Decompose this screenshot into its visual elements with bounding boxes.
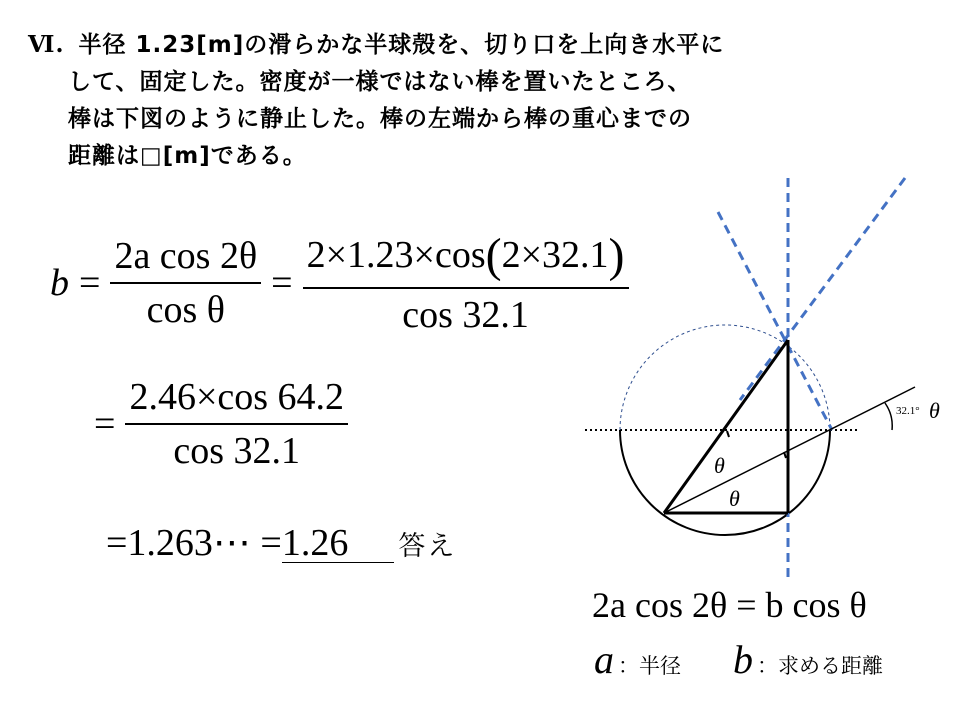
angle-arc-rim [885,403,892,430]
balance-formula: 2a cos 2θ = b cos θ [592,585,867,625]
fraction-substituted-numerator: 2×1.23×cos(2×32.1) [303,228,629,289]
equals-sign: = [94,403,116,445]
legend-text-a: ：半径 [618,654,681,678]
problem-number: Ⅵ. [28,31,65,58]
tick-mark [727,431,729,437]
result-value: =1.263⋯ = [106,522,282,564]
circle-upper-dashed [620,325,830,430]
theta-label-lower: θ [729,486,740,511]
numerator-angle: 2×32.1 [501,234,609,276]
theta-label-upper: θ [714,453,725,478]
final-answer: 1.26 [282,524,395,563]
extension-line-upper [740,178,905,400]
problem-text-3: 棒は下図のように静止した。棒の左端から棒の重心までの [68,106,692,132]
angle-value-label: 32.1° [896,405,920,417]
theta-label-rim: θ [929,398,940,423]
tick-mark [784,452,786,458]
equals-sign: = [79,261,101,304]
legend-var-a: a [594,637,614,682]
fraction-simplified-numerator: 2.46×cos 64.2 [125,375,348,425]
problem-text-4: 距離は□[m]である。 [68,143,307,169]
fraction-simplified-denominator: cos 32.1 [173,430,301,472]
fraction-substituted-denominator: cos 32.1 [402,294,529,336]
equals-sign: = [271,261,293,304]
problem-text-2: して、固定した。密度が一様ではない棒を置いたところ、 [68,69,692,95]
legend-var-b: b [733,637,753,682]
problem-text-1: 半径 1.23[m]の滑らかな半球殻を、切り口を上向き水平に [78,32,725,58]
variable-legend [594,636,883,683]
var-b: b [50,261,69,304]
answer-label: 答え [398,531,457,562]
legend-text-b: ：求める距離 [757,654,883,678]
fraction-general-numerator: 2a cos 2θ [110,234,261,284]
numerator-prefix: 2×1.23×cos [306,234,486,276]
fraction-general-denominator: cos θ [146,288,225,331]
triangle-hypotenuse [664,340,788,513]
reaction-line-right [718,212,832,430]
